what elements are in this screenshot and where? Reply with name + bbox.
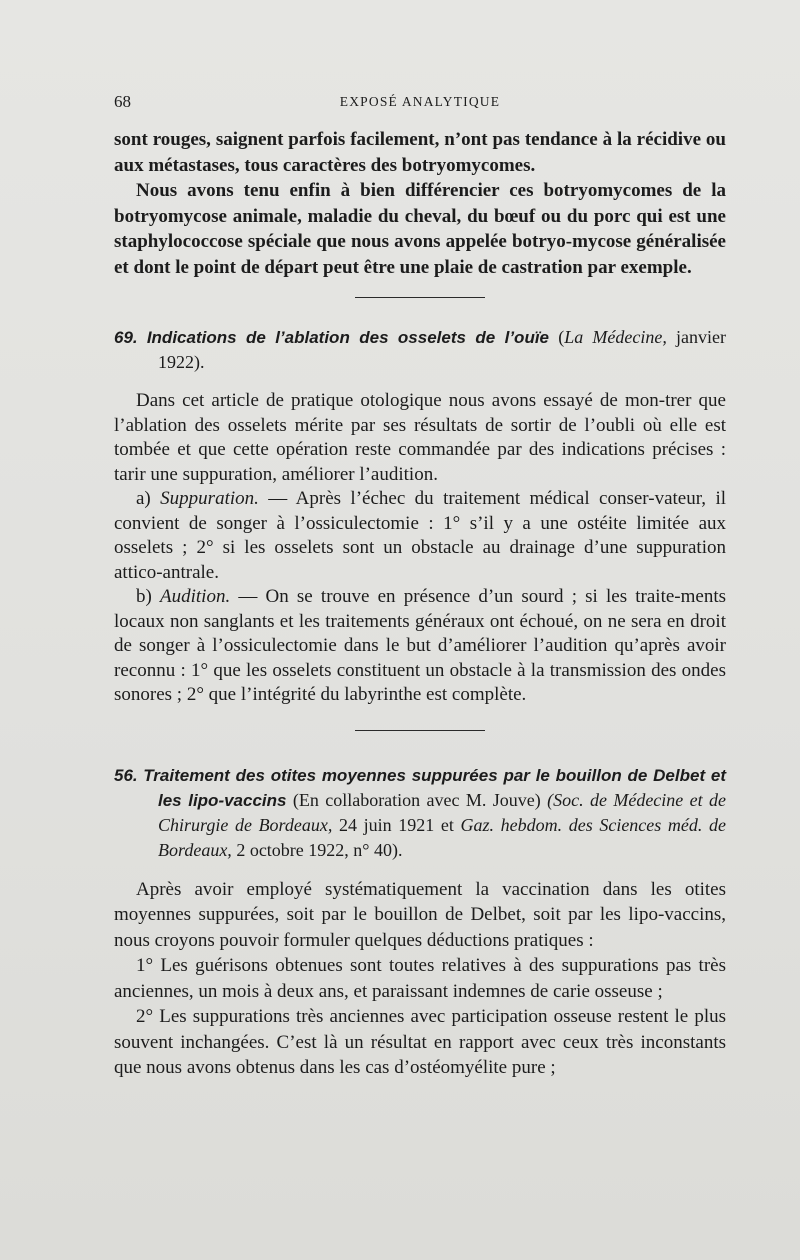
- page-body: [114, 127, 726, 1081]
- section-56-number: 56.: [114, 765, 138, 785]
- section-69-paragraph-2: [114, 487, 726, 585]
- section-69-label-b: b): [136, 586, 160, 607]
- section-69-paragraph-3: [114, 585, 726, 708]
- section-69-audition-text: — On se trouve en présence d’un sourd ; si les traite-ments locaux non sanglants et les traitements généraux ont échoué, on ne sera en droit de songer à l’ossiculectomie dans le but d’améliorer l’audition qu’après avoir reconnu : 1° que les osselets constituent un obstacle à la transmission des ondes sonores ; 2° que l’intégrité du labyrinthe est complète.: [114, 586, 727, 705]
- running-title: EXPOSÉ ANALYTIQUE: [339, 94, 501, 109]
- section-69-heading: [114, 325, 726, 375]
- intro-paragraph-1: sont rouges, saignent parfois facilement, n’ont pas tendance à la récidive ou aux métastases, tous caractères des botryomycomes.: [114, 129, 726, 176]
- section-69-number: 69.: [114, 328, 138, 347]
- section-56-source-1: (Soc. de Médecine et de Chirurgie de Bordeaux,: [158, 789, 727, 835]
- section-56-paragraph-3: 2° Les suppurations très anciennes avec participation osseuse restent le plus souvent inchangées. C’est là un résultat en rapport avec ceux très inconstants que nous avons obtenus dans les cas d’ostéomyélite pure ;: [114, 1006, 726, 1078]
- section-divider: [355, 297, 485, 298]
- section-69-suppuration-text: — Après l’échec du traitement médical conser-vateur, il convient de songer à l’ossiculectomie : 1° s’il y a une ostéite limitée aux osselets ; 2° si les osselets sont un obstacle au drainage d’une suppuration attico-antrale.: [114, 488, 726, 583]
- section-69: [114, 325, 726, 708]
- section-56-collaboration: (En collaboration avec M. Jouve): [286, 789, 541, 810]
- section-56-heading: [114, 763, 726, 863]
- section-56-paragraph-2: 1° Les guérisons obtenues sont toutes relatives à des suppurations pas très anciennes, un mois à deux ans, et paraissant indemnes de carie osseuse ;: [114, 955, 726, 1002]
- section-69-label-a: a): [136, 488, 161, 509]
- section-56-source-2-date: 2 octobre 1922, n° 40).: [231, 839, 403, 860]
- section-69-audition-label: Audition.: [160, 586, 231, 607]
- section-divider: [355, 730, 485, 731]
- section-69-suppuration-label: Suppuration.: [160, 488, 259, 509]
- section-69-paragraph-1: Dans cet article de pratique otologique nous avons essayé de mon-trer que l’ablation des osselets mérite par ses résultats de sortir de l’oubli où elle est tombée et que cette opération reste commandée par des indications précises : tarir une suppuration, améliorer l’audition.: [114, 390, 726, 485]
- section-69-source-date: janvier 1922).: [158, 327, 727, 372]
- section-69-source-open: (: [549, 327, 565, 347]
- section-56: [114, 763, 726, 1081]
- section-56-source-2: Gaz. hebdom. des Sciences méd. de Bordeaux,: [158, 814, 727, 860]
- page-number: 68: [114, 92, 131, 111]
- section-69-title: Indications de l’ablation des osselets de l’ouïe: [146, 328, 550, 347]
- page-header: [114, 92, 726, 116]
- section-56-paragraph-1: Après avoir employé systématiquement la vaccination dans les otites moyennes suppurées, soit par le bouillon de Delbet, soit par les lipo-vaccins, nous croyons pouvoir formuler quelques déductions pratiques :: [114, 878, 726, 951]
- intro-paragraph-2: Nous avons tenu enfin à bien différencier ces botryomycomes de la botryomycose animale, maladie du cheval, du bœuf ou du porc qui est une staphylococcose spéciale que nous avons appelée botryo-mycose généralisée et dont le point de départ peut être une plaie de castration par exemple.: [114, 180, 726, 278]
- section-69-source-journal: La Médecine,: [564, 327, 667, 347]
- section-56-source-1-date: 24 juin 1921 et: [332, 814, 461, 835]
- section-56-title: Traitement des otites moyennes suppurées par le bouillon de Delbet et les lipo-vaccins: [143, 765, 727, 810]
